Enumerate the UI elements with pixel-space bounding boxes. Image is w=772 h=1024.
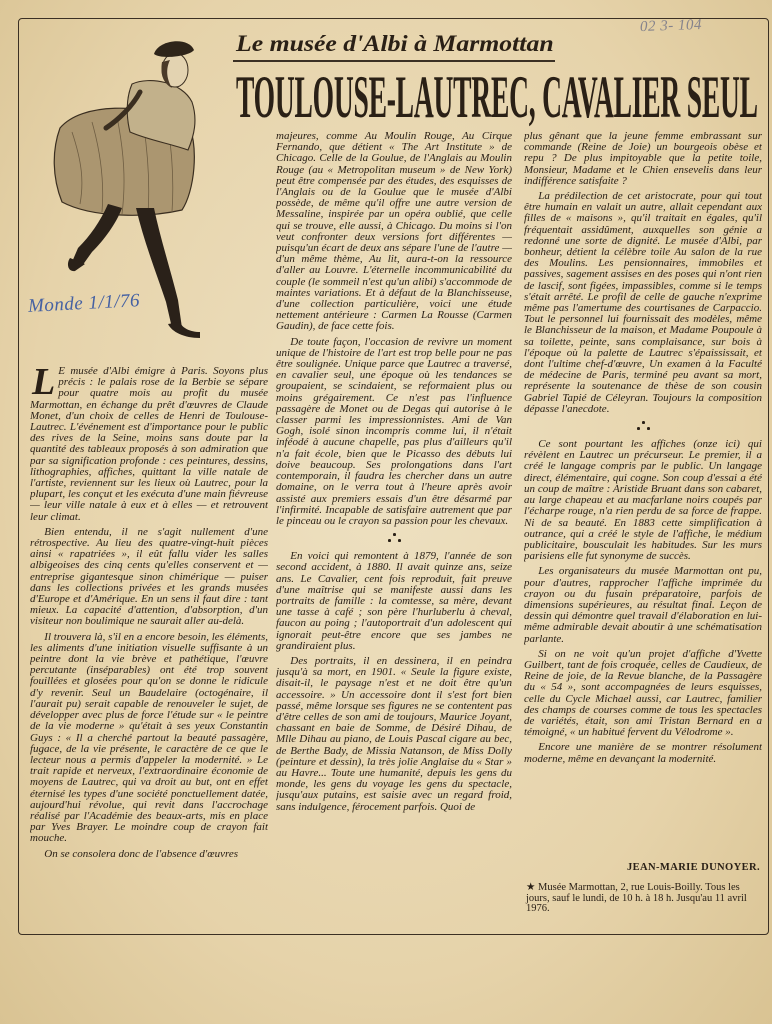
article-column-2 <box>276 131 512 929</box>
lead-paragraph <box>30 366 268 523</box>
paragraph: Encore une manière de se montrer résolument moderne, même en devançant la modernité. <box>524 741 762 765</box>
handwritten-source-note: Monde 1/1/76 <box>27 290 141 317</box>
paragraph: Il trouvera là, s'il en a encore besoin, les éléments, les aliments d'une initiation visuelle suffisante à un peintre dont la vie brève et pathétique, l'œuvre percutante (inséparables) ont été trop souvent fouillées et glosées pour qu'on se donne le ridicule d'y revenir. Seul un Baudelaire (octogénaire, il l'aurait pu) serait capable de renouveler le sujet, de développer avec plus de force l'étude sur « le peintre de la vie moderne » qu'était à ses yeux Constantin Guys : « Il a cherché partout la beauté passagère, fugace, de la vie présente, le caractère de ce que le lecteur nous a permis d'appeler la modernité. » Le trait rapide et nerveux, l'extraordinaire économie de moyens de Lautrec, qui va droit au but, ont en effet éternisé les types d'une société ponctuellement datée, aujourd'hui révolue, qui revit dans l'accrochage réalisé par l'Académie des beaux-arts, mis en place par Yves Brayer. Le moindre coup de crayon fait mouche. <box>30 630 268 845</box>
drop-cap: L <box>32 366 56 403</box>
section-break-dots <box>276 531 512 545</box>
archive-stamp: 02 3- 104 <box>639 16 703 36</box>
exhibition-footnote: ★ Musée Marmottan, 2, rue Louis-Boilly. Tous les jours, sauf le lundi, de 10 h. à 18 h. Jusqu'au 11 avril 1976. <box>526 882 747 915</box>
paragraph: Les organisateurs du musée Marmottan ont pu, pour d'autres, rapprocher l'affiche imprimée du crayon ou du fusain préparatoire, parfois de dimensions supérieures, au résultat final. Leçon de dessin qui démontre quel travail d'élaboration en lui-même admirable devait aboutir à une schématisation parlante. <box>524 565 762 645</box>
dancer-hat <box>154 41 194 57</box>
kicker-container <box>236 31 554 58</box>
headline-container <box>236 64 758 130</box>
kicker: Le musée d'Albi à Marmottan <box>236 31 554 56</box>
dancer-right-leg <box>136 208 182 328</box>
paragraph: La prédilection de cet aristocrate, pour qui tout être humain en valait un autre, allait cependant aux filles de « maisons », qu'il traitait en égales, qu'il fréquentait assidûment, auxquelles son génie a redonné une sorte de dignité. Le musée d'Albi, par bonheur, détient la célèbre toile Au salon de la rue des Moulins. Les pensionnaires, immobiles et passives, sagement assises en des poses qui n'ont rien de lascif, sont figées, impassibles, comme si le temps s'était arrêté. Le profil de celle de gauche n'exprime même pas l'amertume des courtisanes de Carpaccio. Tout le personnel lui fournissait des modèles, même le Blanchisseur de la maison, et Madame Poupoule à sa toilette, peinte, sans complaisance, sur bois à l'époque où la palette de Lautrec s'épaississait, et dont l'ultime chef-d'œuvre, Un examen à la Faculté de médecine de Paris, terminé peu avant sa mort, représente la soutenance de thèse de son cousin Gabriel Tapié de Céleyran. Toujours la composition dépasse l'anecdote. <box>524 190 762 415</box>
paragraph: On se consolera donc de l'absence d'œuvres <box>44 847 238 860</box>
author-signature: JEAN-MARIE DUNOYER. <box>626 862 760 873</box>
article-column-3 <box>524 131 762 857</box>
headline: TOULOUSE-LAUTREC, CAVALIER SEUL <box>236 64 758 130</box>
paragraph: En voici qui remontent à 1879, l'année de son second accident, à 1880. Il avait quinze ans, seize ans. Le Cavalier, cent fois reproduit, fait preuve d'une maîtrise qui se manifeste aussi dans les portraits de famille : la comtesse, sa mère, devant une tasse à café ; son père l'hurluberlu à cheval, faucon au poing ; l'autoportrait d'un adolescent qui ignorait peut-être encore que ses jambes ne grandiraient plus. <box>276 550 512 652</box>
paragraph: plus gênant que la jeune femme embrassant sur commande (Reine de Joie) un bourgeois obèse et repu ? De plus impitoyable que la petite toile, Monsieur, Madame et le Chien ensevelis dans leur indifférence satisfaite ? <box>524 131 762 187</box>
paragraph: Si on ne voit qu'un projet d'affiche d'Yvette Guilbert, tant de fois croquée, celles de Caudieux, de Reine de joie, de la Revue blanche, de la Passagère du « 54 », sont accompagnées de leurs esquisses, celle du Cycle Michael aussi, car Lautrec, familier des champs de courses comme de tous les spectacles de variétés, était, son ami Tristan Bernard en a témoigné, « un habitué fervent du Vélodrome ». <box>524 647 762 739</box>
paragraph: De toute façon, l'occasion de revivre un moment unique de l'histoire de l'art est trop belle pour ne pas être soulignée. Unique parce que Lautrec a traversé, en cavalier seul, une époque où les tendances se groupaient, se scindaient, se reformaient plus ou moins grégairement. Ce n'est pas l'influence passagère de Monet ou de Degas qui autorise à le classer parmi les impressionnistes. Ami de Van Gogh, isolé sinon incompris comme lui, il n'était inféodé à aucune chapelle, pas plus d'ailleurs qu'il n'a fait école, bien que le Picasso des débuts lui doive beaucoup. Ses prolongations dans l'art contemporain, il faudra les chercher dans un autre domaine, on le verra tout à l'heure après avoir assisté aux premiers essais d'un être désarmé par l'infirmité. Incapable de satisfaire autrement que par le pinceau ou le crayon sa passion pour les chevaux. <box>276 335 512 527</box>
kicker-underline <box>233 60 555 62</box>
article-column-1 <box>30 366 268 932</box>
paragraph: Bien entendu, il ne s'agit nullement d'une rétrospective. Au lieu des quatre-vingt-huit pièces ainsi « rapatriées », il eût fallu vider les salles albigeoises des cinq cents qu'elles conservent et — entreprise gigantesque sinon chimérique — puiser dans les collections privées et les grands musées d'Europe et d'Amérique. En un sens il faut dire : tant mieux. La capacité d'attention, d'absorption, d'un visiteur non boulimique ne saurait aller au-delà. <box>30 525 268 628</box>
paragraph: Ce sont pourtant les affiches (onze ici) qui révèlent en Lautrec un précurseur. Le premier, il a créé le langage compris par le public. Un langage direct, élémentaire, qui cogne. Son coup d'essai a été un coup de maître : Aristide Bruant dans son cabaret, au large chapeau et au macfarlane noirs coupés par l'écharpe rouge, n'a rien perdu de sa force de frappe. Ni de sa beauté. En 1883 cette simplification à outrance, qui a créé le style de l'affiche, le médium publicitaire, bousculait les habitudes. Sur les murs parisiens elle fut synonyme de succès. <box>524 438 762 563</box>
lead-paragraph-text: E musée d'Albi émigre à Paris. Soyons plus précis : le palais rose de la Berbie se sépare pour quatre mois au profit du musée Marmottan, en échange du prêt d'œuvres de Claude Monet, d'un choix de celles de Henri de Toulouse-Lautrec. L'événement est d'importance pour le public des rives de la Seine, moins sans doute par la quantité des tableaux proposés à son admiration que par sa signification profonde : ces peintures, dessins, lithographies, affiches, quittant la ville natale de l'artiste, reviennent sur les lieux où Lautrec, pour la plupart, les conçut et les exécuta d'une main fiévreuse — leur ville natale à eux et à elles — et retrouvent leur climat. <box>30 366 268 523</box>
dancer-right-shoe <box>168 322 200 338</box>
paragraph: Des portraits, il en dessinera, il en peindra jusqu'à sa mort, en 1901. « Seule la figure existe, disait-il, le paysage n'est et ne doit être qu'un accessoire. » Un accessoire dont il s'est fort bien passé, même lorsque ses figures ne se contentent pas d'être celles de son ami de toujours, Maurice Joyant, chassant en baie de Somme, de Désiré Dihau, de Mlle Dihau au piano, de Louis Pascal cigare au bec, de Berthe Bady, de Missia Natanson, de Miss Dolly (peinture et dessin), la très jolie Anglaise du « Star » au Havre... Toute une humanité, depuis les gens du monde, les gens du voyage les gens du spectacle, jusqu'aux putains, est saisie avec un regard froid, sans indulgence, férocement parfois. Quoi de <box>276 654 512 813</box>
paragraph: majeures, comme Au Moulin Rouge, Au Cirque Fernando, que détient « The Art Institute » de Chicago. Celle de la Goulue, de l'Anglais au Moulin Rouge (au « Metropolitan museum » de New York) peut être compensée par des études, des esquisses de l'Anglais ou de la Goulue que le musée d'Albi possède, de même qu'il offre une autre version de Messaline, inspirée par un opéra oublié, que celle qui se trouve, elle aussi, à Chicago. Du moins si l'on veut confronter deux versions fort différentes — puisqu'un écart de deux ans sépare l'une de l'autre — d'un même thème, Au lit, aura-t-on la ressource d'aller au Louvre. L'éternelle incommunicabilité du couple (le sommeil n'est qu'un alibi) s'accommode de maintes variations. Et à défaut de la Blanchisseuse, d'une collection particulière, voici une étude nettement antérieure : Carmen La Rousse (Carmen Gaudin), de face cette fois. <box>276 131 512 333</box>
section-break-dots <box>524 419 762 433</box>
